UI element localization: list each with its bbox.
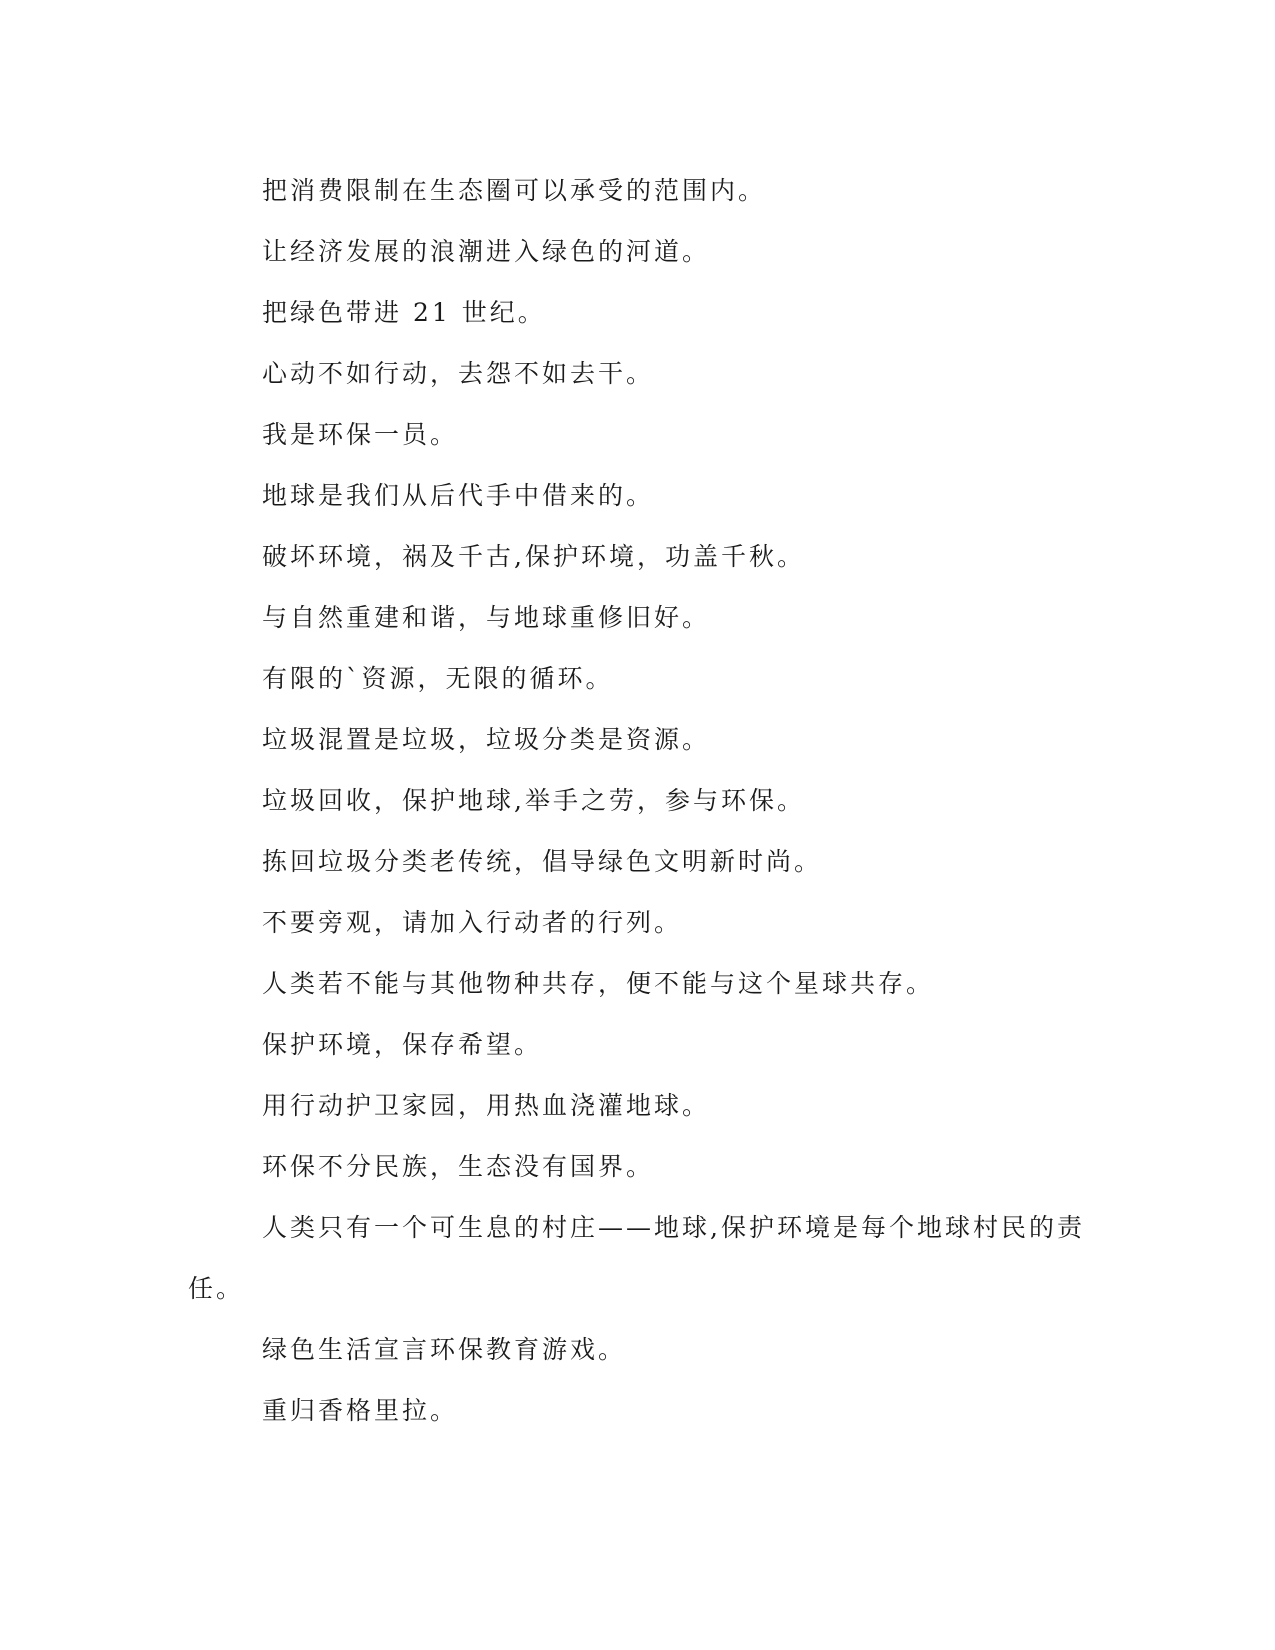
paragraph: 人类若不能与其他物种共存，便不能与这个星球共存。 bbox=[262, 969, 935, 998]
paragraph: 破坏环境，祸及千古,保护环境，功盖千秋。 bbox=[262, 542, 805, 571]
paragraph: 环保不分民族，生态没有国界。 bbox=[262, 1152, 655, 1181]
paragraph: 心动不如行动，去怨不如去干。 bbox=[262, 359, 655, 388]
document-body bbox=[188, 160, 1088, 1441]
paragraph: 把绿色带进 21 世纪。 bbox=[262, 298, 546, 327]
paragraph: 人类只有一个可生息的村庄——地球,保护环境是每个地球村民的责任。 bbox=[188, 1213, 1085, 1303]
paragraph: 我是环保一员。 bbox=[262, 420, 459, 449]
paragraph: 把消费限制在生态圈可以承受的范围内。 bbox=[262, 176, 767, 205]
paragraph: 不要旁观，请加入行动者的行列。 bbox=[262, 908, 683, 937]
paragraph: 保护环境，保存希望。 bbox=[262, 1030, 543, 1059]
paragraph: 与自然重建和谐，与地球重修旧好。 bbox=[262, 603, 711, 632]
paragraph: 垃圾回收，保护地球,举手之劳，参与环保。 bbox=[262, 786, 805, 815]
paragraph: 有限的`资源，无限的循环。 bbox=[262, 664, 614, 693]
paragraph: 让经济发展的浪潮进入绿色的河道。 bbox=[262, 237, 711, 266]
paragraph: 绿色生活宣言环保教育游戏。 bbox=[262, 1335, 627, 1364]
paragraph: 地球是我们从后代手中借来的。 bbox=[262, 481, 655, 510]
paragraph: 垃圾混置是垃圾，垃圾分类是资源。 bbox=[262, 725, 711, 754]
paragraph: 拣回垃圾分类老传统，倡导绿色文明新时尚。 bbox=[262, 847, 823, 876]
paragraph: 重归香格里拉。 bbox=[262, 1396, 459, 1425]
paragraph: 用行动护卫家园，用热血浇灌地球。 bbox=[262, 1091, 711, 1120]
